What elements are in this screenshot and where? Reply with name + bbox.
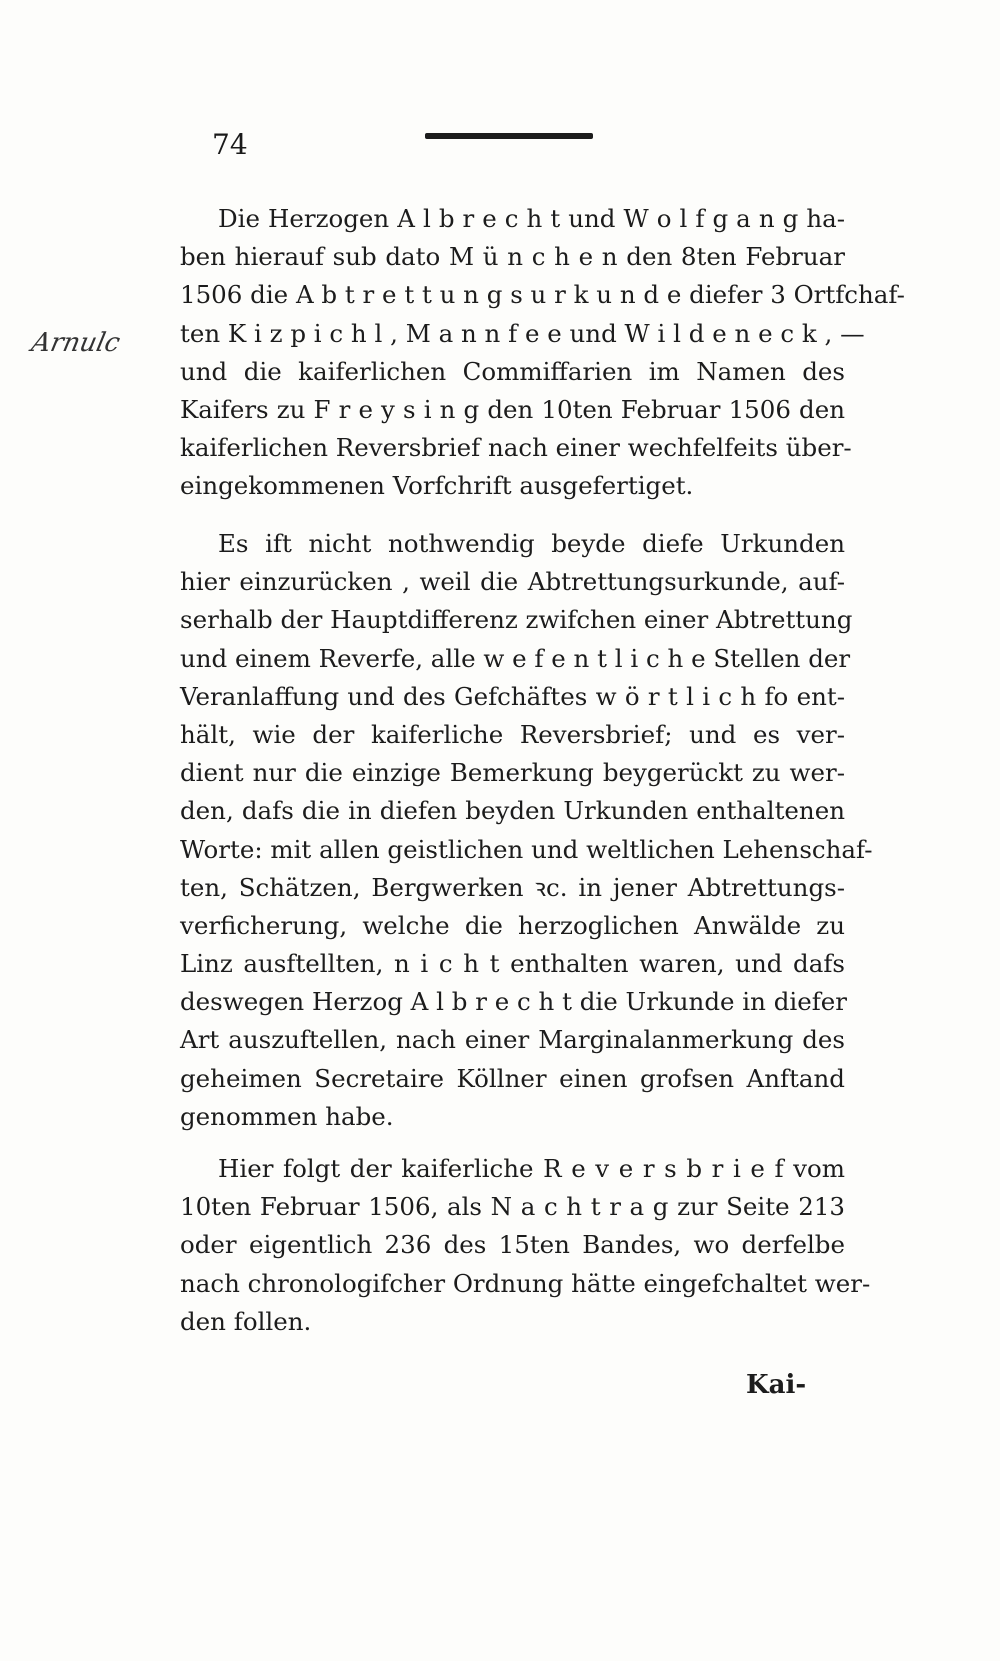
text-line: Art auszuftellen, nach einer Marginalanmerkung des: [180, 1025, 845, 1055]
text-line: Hier folgt der kaiferliche R e v e r s b r i e f vom: [218, 1154, 845, 1183]
text-line: hält, wie der kaiferliche Reversbrief; und es ver-: [180, 719, 845, 749]
text-line: Veranlaffung und des Gefchäftes w ö r t l i c h fo ent-: [180, 681, 845, 711]
text-line: genommen habe.: [180, 1101, 394, 1131]
text-line: den, dafs die in diefen beyden Urkunden enthaltenen: [180, 796, 845, 826]
text-line: Es ift nicht nothwendig beyde diefe Urkunden: [218, 529, 845, 558]
text-line: kaiferlichen Reversbrief nach einer wechfelfeits über-: [180, 433, 852, 463]
text-line: serhalb der Hauptdifferenz zwifchen einer Abtrettung: [180, 605, 853, 635]
text-line: und die kaiferlichen Commiffarien im Namen des: [180, 356, 845, 386]
text-line: und einem Reverfe, alle w e f e n t l i c h e Stellen der: [180, 643, 851, 673]
text-line: ten, Schätzen, Bergwerken ꝛc. in jener Abtrettungs-: [180, 872, 845, 902]
header-rule: [425, 133, 593, 139]
text-line: verficherung, welche die herzoglichen Anwälde zu: [180, 910, 845, 940]
margin-note: Arnulc: [28, 328, 123, 358]
paragraph-1: [180, 200, 905, 506]
text-line: geheimen Secretaire Köllner einen grofsen Anftand: [180, 1063, 845, 1093]
text-line: ten K i z p i c h l , M a n n f e e und W i l d e n e c k , —: [180, 318, 865, 348]
text-line: Kaifers zu F r e y s i n g den 10ten Februar 1506 den: [180, 394, 845, 424]
text-line: Linz ausftellten, n i c h t enthalten waren, und dafs: [180, 949, 845, 979]
text-line: oder eigentlich 236 des 15ten Bandes, wo derfelbe: [180, 1230, 845, 1260]
text-line: Worte: mit allen geistlichen und weltlichen Lehenschaf-: [180, 834, 873, 864]
text-line: deswegen Herzog A l b r e c h t die Urkunde in diefer: [180, 987, 847, 1017]
text-line: den follen.: [180, 1306, 312, 1336]
catchword: Kai-: [746, 1370, 807, 1400]
text-line: Die Herzogen A l b r e c h t und W o l f g a n g ha-: [218, 204, 845, 233]
text-line: ben hierauf sub dato M ü n c h e n den 8ten Februar: [180, 242, 845, 272]
text-line: hier einzurücken , weil die Abtrettungsurkunde, auf-: [180, 567, 845, 597]
paragraph-3: [180, 1150, 871, 1341]
text-line: dient nur die einzige Bemerkung beygerückt zu wer-: [180, 758, 845, 788]
paragraph-2: [180, 525, 873, 1136]
page-number: 74: [212, 128, 248, 161]
text-line: 1506 die A b t r e t t u n g s u r k u n d e diefer 3 Ortfchaf-: [180, 280, 905, 310]
text-line: eingekommenen Vorfchrift ausgefertiget.: [180, 471, 694, 501]
text-line: nach chronologifcher Ordnung hätte eingefchaltet wer-: [180, 1268, 871, 1298]
text-line: 10ten Februar 1506, als N a c h t r a g zur Seite 213: [180, 1192, 845, 1222]
